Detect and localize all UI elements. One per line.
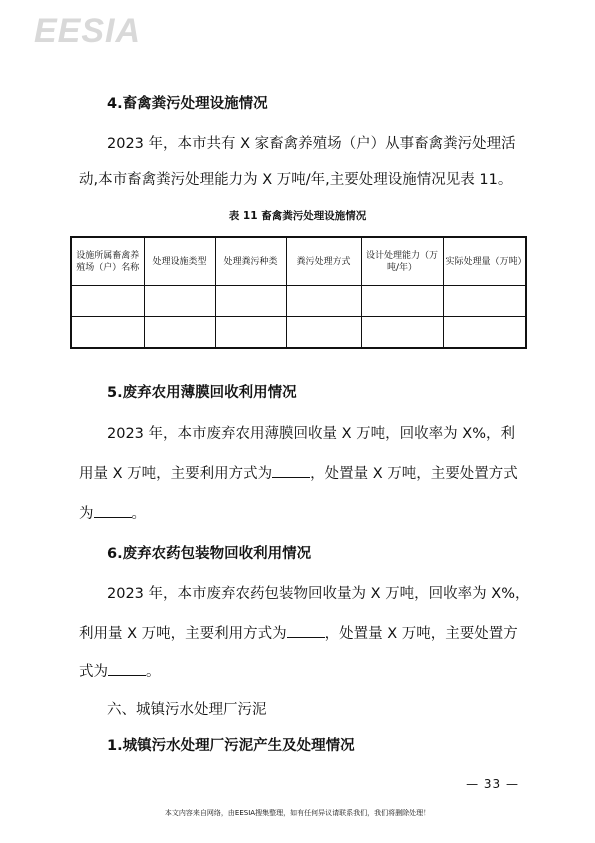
table-cell xyxy=(361,317,443,349)
eesia-logo: EESIA xyxy=(34,12,142,50)
table-header-cell: 处理设施类型 xyxy=(144,237,215,286)
table-cell xyxy=(443,286,526,317)
table-header-cell: 设施所属畜禽养殖场（户）名称 xyxy=(71,237,144,286)
table-header-cell: 处理粪污种类 xyxy=(215,237,286,286)
section6-line3-start: 式为 xyxy=(79,664,108,680)
table-cell xyxy=(215,317,286,349)
page-number: — 33 — xyxy=(466,777,519,791)
section5-line3-end: 。 xyxy=(131,506,146,522)
table-cell xyxy=(71,317,144,349)
blank-underline xyxy=(108,661,146,676)
table-cell xyxy=(144,286,215,317)
blank-underline xyxy=(272,463,310,478)
section6-line2-start: 利用量 X 万吨，主要利用方式为 xyxy=(79,626,287,642)
section6-line2-end: ，处置量 X 万吨，主要处置方 xyxy=(324,626,518,642)
section6-paragraph-line3 xyxy=(79,660,161,681)
part6-subheading: 1.城镇污水处理厂污泥产生及处理情况 xyxy=(107,738,355,754)
table-header-cell: 实际处理量（万吨） xyxy=(443,237,526,286)
table-cell xyxy=(144,317,215,349)
table-cell xyxy=(286,286,361,317)
table11 xyxy=(70,236,527,349)
section5-line3-start: 为 xyxy=(79,506,94,522)
section5-paragraph-line1: 2023 年，本市废弃农用薄膜回收量 X 万吨，回收率为 X%，利 xyxy=(107,426,515,442)
section6-line3-end: 。 xyxy=(146,664,161,680)
table-header-cell: 设计处理能力（万吨/年） xyxy=(361,237,443,286)
section5-paragraph-line2 xyxy=(79,462,518,483)
table-row xyxy=(71,286,526,317)
section5-paragraph-line3 xyxy=(79,502,146,523)
section5-line2-start: 用量 X 万吨，主要利用方式为 xyxy=(79,466,273,482)
section6-paragraph-line2 xyxy=(79,622,518,643)
section4-paragraph-line1: 2023 年，本市共有 X 家畜禽养殖场（户）从事畜禽粪污处理活 xyxy=(107,136,516,152)
section4-heading: 4.畜禽粪污处理设施情况 xyxy=(107,96,268,112)
table-cell xyxy=(361,286,443,317)
table-row xyxy=(71,317,526,349)
blank-underline xyxy=(287,623,325,638)
section5-heading: 5.废弃农用薄膜回收利用情况 xyxy=(107,385,297,401)
table-cell xyxy=(215,286,286,317)
table11-caption: 表 11 畜禽粪污处理设施情况 xyxy=(228,210,367,222)
footer-notice: 本文内容来自网络，由EESIA搜集整理，如有任何异议请联系我们，我们将删除处理！ xyxy=(164,809,431,817)
part6-heading: 六、城镇污水处理厂污泥 xyxy=(107,702,267,718)
table-header-row xyxy=(71,237,526,286)
table-header-cell: 粪污处理方式 xyxy=(286,237,361,286)
table-cell xyxy=(71,286,144,317)
table-cell xyxy=(443,317,526,349)
section4-paragraph-line2: 动,本市畜禽粪污处理能力为 X 万吨/年,主要处理设施情况见表 11。 xyxy=(79,172,513,188)
section6-heading: 6.废弃农药包装物回收利用情况 xyxy=(107,546,312,562)
section5-line2-end: ，处置量 X 万吨，主要处置方式 xyxy=(310,466,518,482)
table-cell xyxy=(286,317,361,349)
section6-paragraph-line1: 2023 年，本市废弃农药包装物回收量为 X 万吨，回收率为 X%， xyxy=(107,586,530,602)
blank-underline xyxy=(94,503,132,518)
